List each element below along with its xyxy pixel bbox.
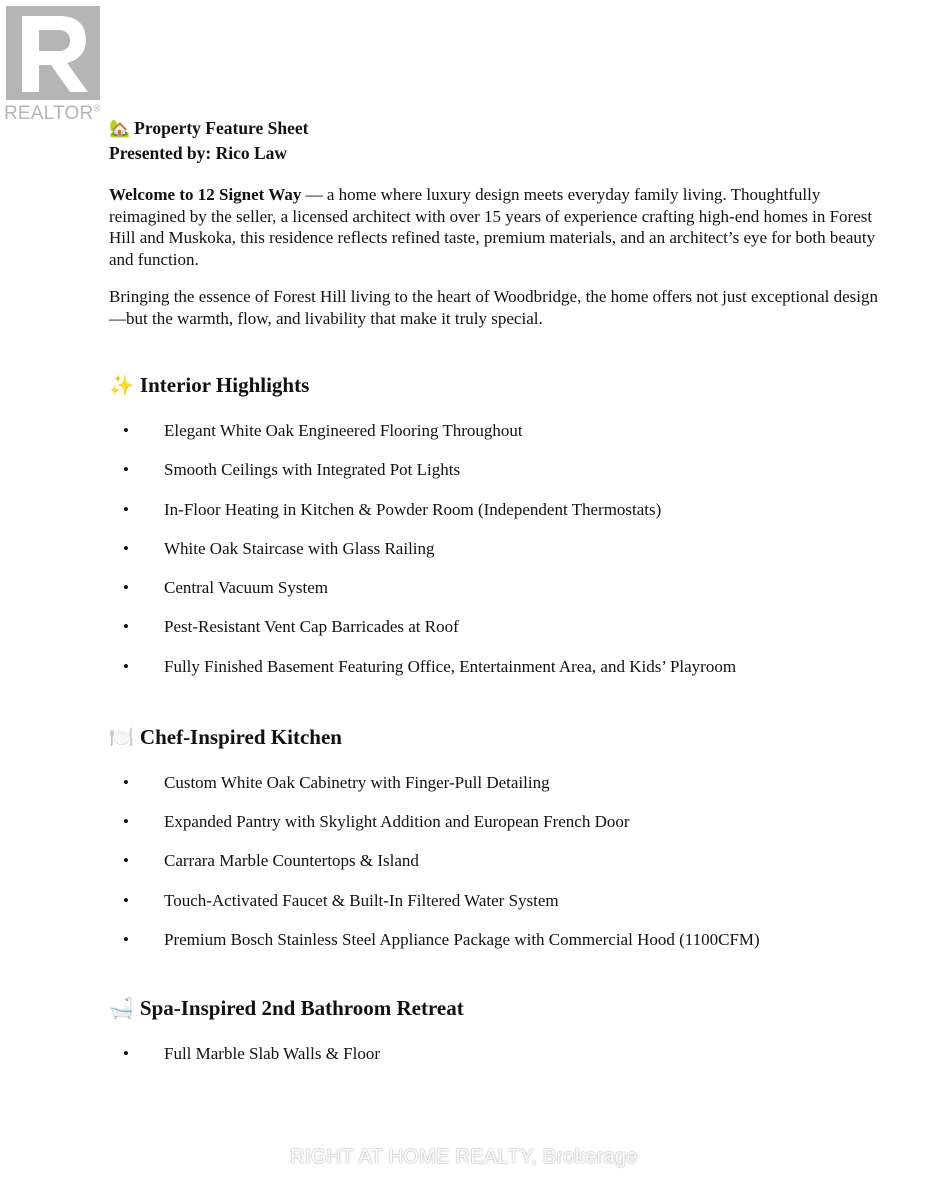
interior-list	[109, 420, 889, 678]
kitchen-list	[109, 772, 889, 951]
section-title-bathroom: 🛁 Spa-Inspired 2nd Bathroom Retreat	[109, 995, 464, 1020]
realtor-logo	[4, 6, 108, 128]
intro-lead: Welcome to 12 Signet Way	[109, 185, 302, 204]
feature-sheet	[109, 116, 889, 1065]
list-item: • Expanded Pantry with Skylight Addition and European French Door	[109, 811, 889, 833]
list-item: • Touch-Activated Faucet & Built-In Filtered Water System	[109, 890, 889, 912]
brokerage-watermark: RIGHT AT HOME REALTY, Brokerage	[290, 1146, 638, 1168]
realtor-r-icon	[6, 6, 100, 100]
list-item: • Fully Finished Basement Featuring Office, Entertainment Area, and Kids’ Playroom	[109, 656, 889, 678]
house-with-tree-icon: 🏡	[109, 119, 131, 139]
bathtub-icon: 🛁	[109, 995, 134, 1020]
list-item: • Smooth Ceilings with Integrated Pot Lights	[109, 459, 889, 481]
sparkles-icon: ✨	[109, 373, 134, 397]
presented-by: Presented by: Rico Law	[109, 143, 288, 163]
list-item: • Premium Bosch Stainless Steel Appliance Package with Commercial Hood (1100CFM)	[109, 929, 889, 951]
list-item: • Full Marble Slab Walls & Floor	[109, 1043, 889, 1065]
list-item: • Elegant White Oak Engineered Flooring Throughout	[109, 420, 889, 442]
bathroom-list	[109, 1043, 889, 1065]
section-title-interior: ✨ Interior Highlights	[109, 373, 310, 397]
section-title-kitchen: 🍽️ Chef-Inspired Kitchen	[109, 724, 342, 749]
list-item: • Carrara Marble Countertops & Island	[109, 850, 889, 872]
plate-icon: 🍽️	[109, 724, 134, 749]
sheet-title: 🏡 Property Feature Sheet	[109, 118, 309, 139]
intro-second-paragraph: Bringing the essence of Forest Hill living to the heart of Woodbridge, the home offers not just exceptional design—but the warmth, flow, and livability that make it truly special.	[109, 287, 878, 328]
list-item: • Custom White Oak Cabinetry with Finger-Pull Detailing	[109, 772, 889, 794]
list-item: • In-Floor Heating in Kitchen & Powder Room (Independent Thermostats)	[109, 499, 889, 521]
list-item: • Pest-Resistant Vent Cap Barricades at Roof	[109, 616, 889, 638]
list-item: • Central Vacuum System	[109, 577, 889, 599]
list-item: • White Oak Staircase with Glass Railing	[109, 538, 889, 560]
realtor-wordmark: REALTOR®	[4, 103, 101, 124]
intro-paragraph: Welcome to 12 Signet Way — a home where luxury design meets everyday family living. Thoughtfully reimagined by the seller, a licensed architect with over 15 years of experience crafting high-end homes in Forest Hill and Muskoka, this residence reflects refined taste, premium materials, and an architect’s eye for both beauty and function.	[109, 185, 876, 269]
